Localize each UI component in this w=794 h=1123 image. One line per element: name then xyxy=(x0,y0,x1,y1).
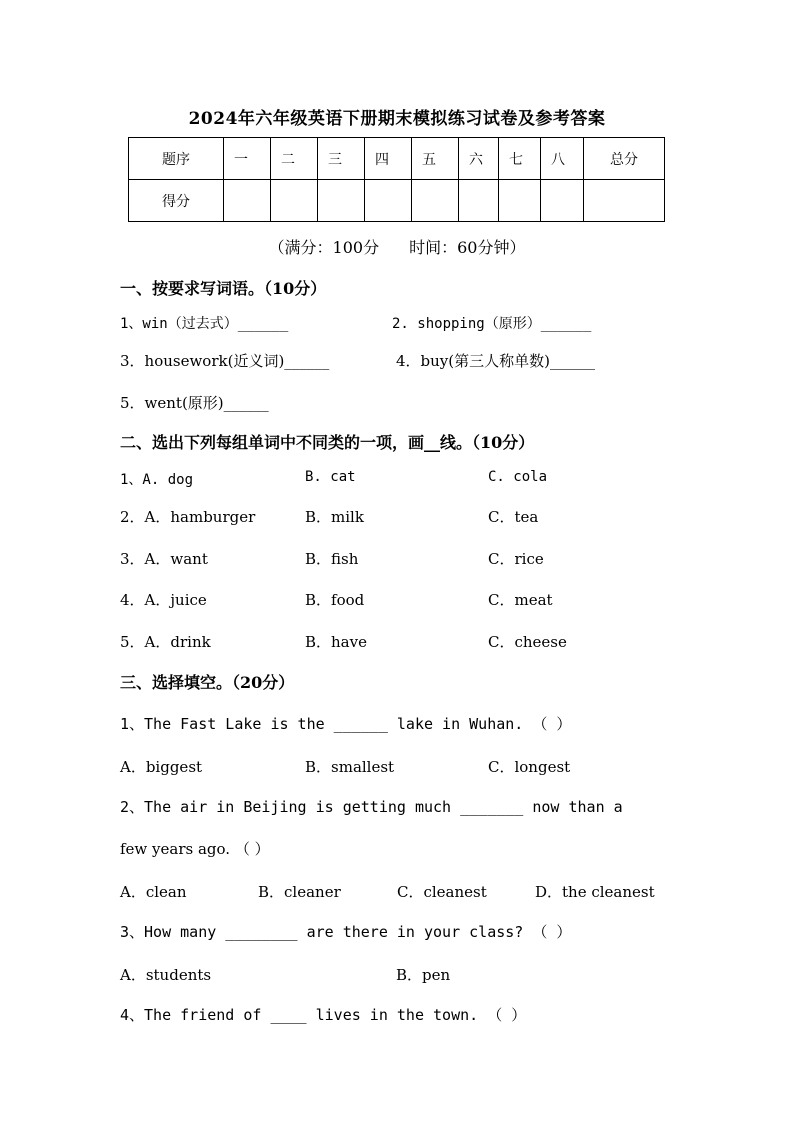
score-table-score-row xyxy=(129,180,665,222)
header-cell-order: 题序 xyxy=(129,138,224,180)
s2-r2-a: 2．A．hamburger xyxy=(120,508,256,526)
s3-question-2-line1: 2、The air in Beijing is getting much _______ now than a xyxy=(120,798,623,816)
s3-q3-option-a: A．students xyxy=(120,966,212,984)
header-cell-3: 三 xyxy=(318,138,365,180)
section1-row-2 xyxy=(120,350,680,372)
s2-r5-c: C．cheese xyxy=(488,633,567,651)
score-cell-1[interactable] xyxy=(224,180,271,222)
s2-r3-b: B．fish xyxy=(305,550,359,568)
score-cell-total[interactable] xyxy=(584,180,665,222)
s3-q2-options xyxy=(120,881,680,903)
s2-r5-a: 5．A．drink xyxy=(120,633,211,651)
s3-q1-options xyxy=(120,756,680,778)
exam-info xyxy=(0,235,794,258)
s3-q3-option-b: B．pen xyxy=(396,966,451,984)
s3-q2-option-a: A．clean xyxy=(120,883,187,901)
score-row-label: 得分 xyxy=(129,180,224,222)
s3-question-4: 4、The friend of ____ lives in the town. （ ） xyxy=(120,1006,527,1024)
s3-question-3: 3、How many ________ are there in your class? （ ） xyxy=(120,923,572,941)
section2-row-2 xyxy=(120,506,680,528)
score-cell-2[interactable] xyxy=(271,180,318,222)
s2-r2-c: C．tea xyxy=(488,508,539,526)
exam-time: 时间：60分钟） xyxy=(409,238,526,257)
s2-r3-a: 3．A．want xyxy=(120,550,208,568)
section2-row-5 xyxy=(120,631,680,653)
s3-question-1: 1、The Fast Lake is the ______ lake in Wuhan. （ ） xyxy=(120,715,572,733)
full-mark: （满分：100分 xyxy=(268,238,380,257)
section1-row-1 xyxy=(120,313,680,335)
section2-heading: 二、选出下列每组单词中不同类的一项，画__线。（10分） xyxy=(120,433,535,452)
header-cell-8: 八 xyxy=(541,138,584,180)
s1-item-2: 2. shopping（原形）______ xyxy=(392,316,592,332)
s2-r3-c: C．rice xyxy=(488,550,544,568)
section1-row-3 xyxy=(120,392,680,414)
s2-r4-c: C．meat xyxy=(488,591,553,609)
header-cell-1: 一 xyxy=(224,138,271,180)
s3-question-2-line2: few years ago. （ ） xyxy=(120,840,270,858)
score-cell-4[interactable] xyxy=(365,180,412,222)
s2-r1-a: 1、A. dog xyxy=(120,472,194,488)
score-table-header-row xyxy=(129,138,665,180)
score-cell-7[interactable] xyxy=(499,180,541,222)
page-title: 2024年六年级英语下册期末模拟练习试卷及参考答案 xyxy=(188,109,606,129)
header-cell-7: 七 xyxy=(499,138,541,180)
section2-row-4 xyxy=(120,589,680,611)
s2-r4-b: B．food xyxy=(305,591,365,609)
s1-item-4: 4．buy(第三人称单数)______ xyxy=(396,352,595,370)
s2-r2-b: B．milk xyxy=(305,508,364,526)
s3-q2-option-b: B．cleaner xyxy=(258,883,341,901)
section2-row-1 xyxy=(120,469,680,491)
section2-row-3 xyxy=(120,548,680,570)
score-table xyxy=(128,137,665,222)
s2-r1-b: B. cat xyxy=(305,469,356,485)
s3-q3-options xyxy=(120,964,680,986)
header-cell-4: 四 xyxy=(365,138,412,180)
score-cell-3[interactable] xyxy=(318,180,365,222)
score-cell-5[interactable] xyxy=(412,180,459,222)
s3-q1-option-b: B．smallest xyxy=(305,758,395,776)
header-cell-2: 二 xyxy=(271,138,318,180)
s2-r1-c: C. cola xyxy=(488,469,548,485)
s2-r4-a: 4．A．juice xyxy=(120,591,207,609)
s3-q1-option-c: C．longest xyxy=(488,758,571,776)
section1-heading: 一、按要求写词语。（10分） xyxy=(120,279,327,298)
s3-q1-option-a: A．biggest xyxy=(120,758,203,776)
header-cell-6: 六 xyxy=(459,138,499,180)
s1-item-3: 3．housework(近义词)______ xyxy=(120,352,330,370)
s1-item-1: 1、win（过去式）______ xyxy=(120,316,289,332)
score-cell-8[interactable] xyxy=(541,180,584,222)
s3-q2-option-d: D．the cleanest xyxy=(535,883,655,901)
s2-r5-b: B．have xyxy=(305,633,367,651)
header-cell-total: 总分 xyxy=(584,138,665,180)
section3-heading: 三、选择填空。（20分） xyxy=(120,673,295,692)
score-cell-6[interactable] xyxy=(459,180,499,222)
header-cell-5: 五 xyxy=(412,138,459,180)
s1-item-5: 5．went(原形)______ xyxy=(120,394,269,412)
s3-q2-option-c: C．cleanest xyxy=(397,883,487,901)
